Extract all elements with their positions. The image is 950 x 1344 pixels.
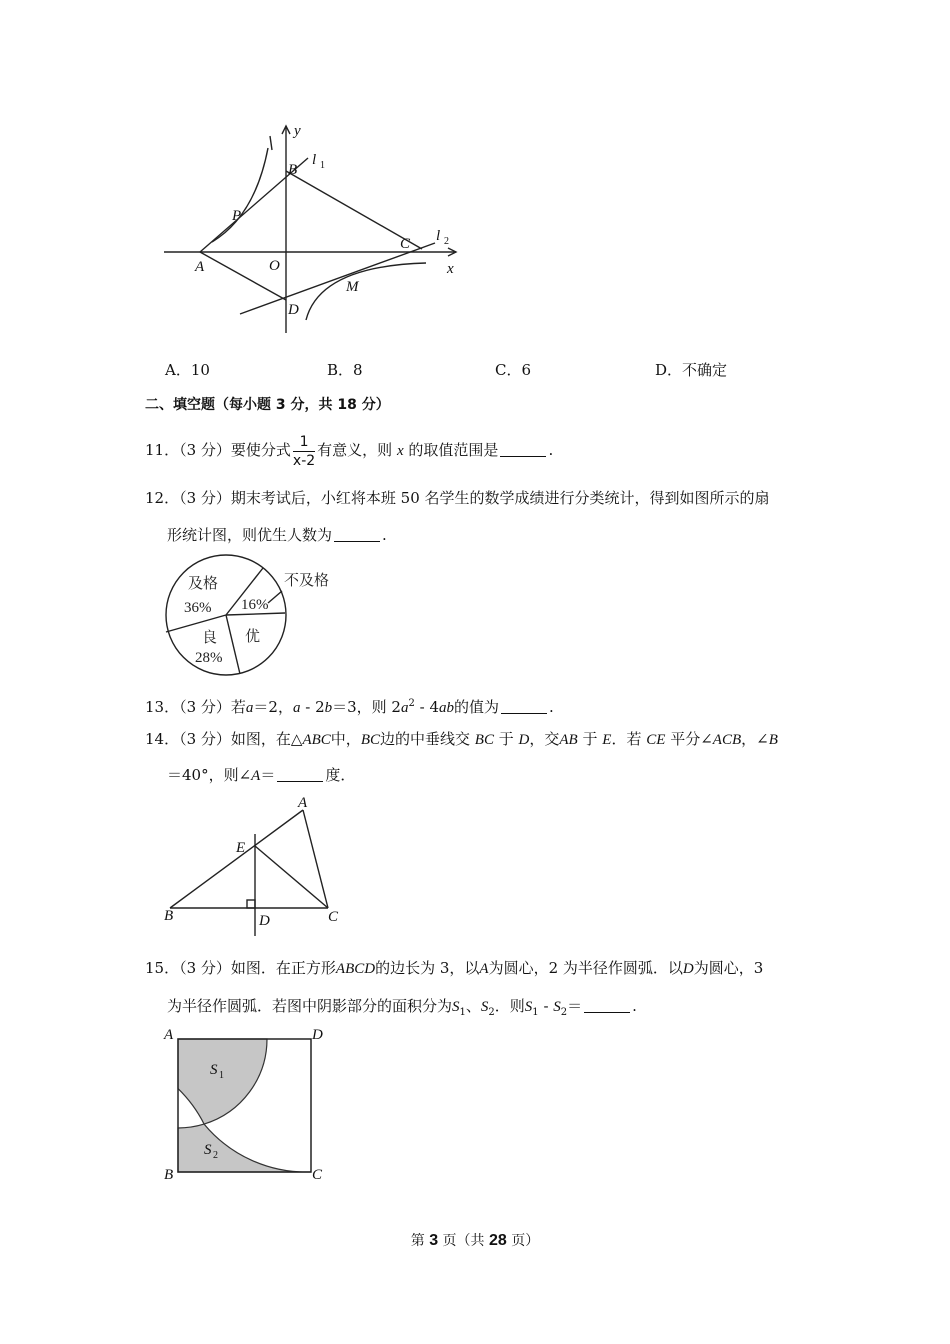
option-b: B．8 [327,361,363,379]
label-l2-sub: 2 [444,236,449,247]
label-B: B [164,908,174,924]
answer-blank [500,442,546,457]
section-heading: 二、填空题（每小题 3 分，共 18 分） [145,397,390,413]
pie-label-fail: 不及格 [284,573,330,589]
right-angle-mark [247,900,255,908]
label-S1-sub: 1 [219,1070,224,1081]
pie-leader-line [268,591,282,603]
pie-divider-3 [226,615,240,674]
label-A: A [164,1027,174,1043]
question-15: 15．（3 分）如图．在正方形ABCD的边长为 3，以A为圆心，2 为半径作圆弧．以D为圆心，3 [145,959,764,977]
pie-pct-good: 28% [195,650,223,666]
pie-label-pass: 及格 [188,576,219,592]
shaded-region-s1 [178,1039,267,1124]
pie-label-excellent: 优 [245,629,261,645]
label-A: A [195,259,205,275]
answer-blank [501,699,547,714]
segment-EC [255,846,328,908]
fraction: $\frac{1}{x-2}$ [292,433,316,469]
label-l2: l [436,228,441,244]
question-13: 13．（3 分）若a＝2，a - 2b＝3，则 $2a^2 - 4ab$的值为 . [145,698,554,716]
label-C: C [312,1167,323,1183]
answer-blank [334,527,380,542]
page-total: 28 [489,1232,507,1249]
option-d: D．不确定 [655,361,728,379]
page-number: 3 [429,1232,439,1249]
label-A: A [298,795,308,811]
answer-blank [584,998,630,1013]
line-l2 [240,243,435,314]
label-M: M [346,279,359,295]
pie-label-good: 良 [202,630,218,646]
question-11: 11．（3 分）要使分式 $\frac{1}{x-2}$ 有意义，则 x 的取值范围是 . [145,433,554,469]
hyperbola-branch-lower [306,263,426,320]
question-15-line2: 为半径作圆弧．若图中阴影部分的面积分为$S_1$、$S_2$．则$S_1 - S_2=$ . [167,997,637,1018]
question-14-line2: ＝40°，则∠A＝ 度． [167,766,356,784]
answer-blank [277,767,323,782]
page-footer: 第 3 页（共 28 页） [410,1232,540,1249]
label-S2: S [204,1142,212,1158]
label-P: P [232,208,242,224]
label-D: D [288,302,299,318]
label-C: C [328,909,339,925]
label-D: D [312,1027,323,1043]
segment-AC [303,810,328,908]
label-x: x [447,261,454,277]
label-E: E [236,840,246,856]
square-figure [160,1025,340,1185]
coordinate-figure [160,118,470,340]
hyperbola-branch-upper [212,148,268,242]
label-l1: l [312,152,317,168]
question-12: 12．（3 分）期末考试后，小红将本班 50 名学生的数学成绩进行分类统计，得到如图所示的扇 [145,489,770,507]
label-y: y [294,123,301,139]
pie-divider-2 [226,613,285,615]
label-C: C [400,236,411,252]
question-14: 14．（3 分）如图，在△ABC中，BC边的中垂线交 BC 于 D，交AB 于 E．若 CE 平分∠ACB，∠B [145,730,778,748]
label-B: B [164,1167,174,1183]
shaded-region-s2 [178,1124,311,1172]
option-a: A．10 [165,361,210,379]
question-12-line2: 形统计图，则优生人数为 . [167,526,387,544]
label-S1: S [210,1062,218,1078]
label-l1-sub: 1 [320,160,325,171]
segment-BA [170,810,303,908]
pie-pct-pass: 36% [184,600,212,616]
label-S2-sub: 2 [213,1150,218,1161]
label-O: O [269,258,280,274]
label-D: D [259,913,270,929]
triangle-figure [160,794,350,936]
label-B: B [288,162,298,178]
pie-pct-fail: 16% [241,597,269,613]
pie-chart [160,553,345,678]
option-c: C．6 [495,361,532,379]
hyperbola-tail-upper [270,136,272,150]
